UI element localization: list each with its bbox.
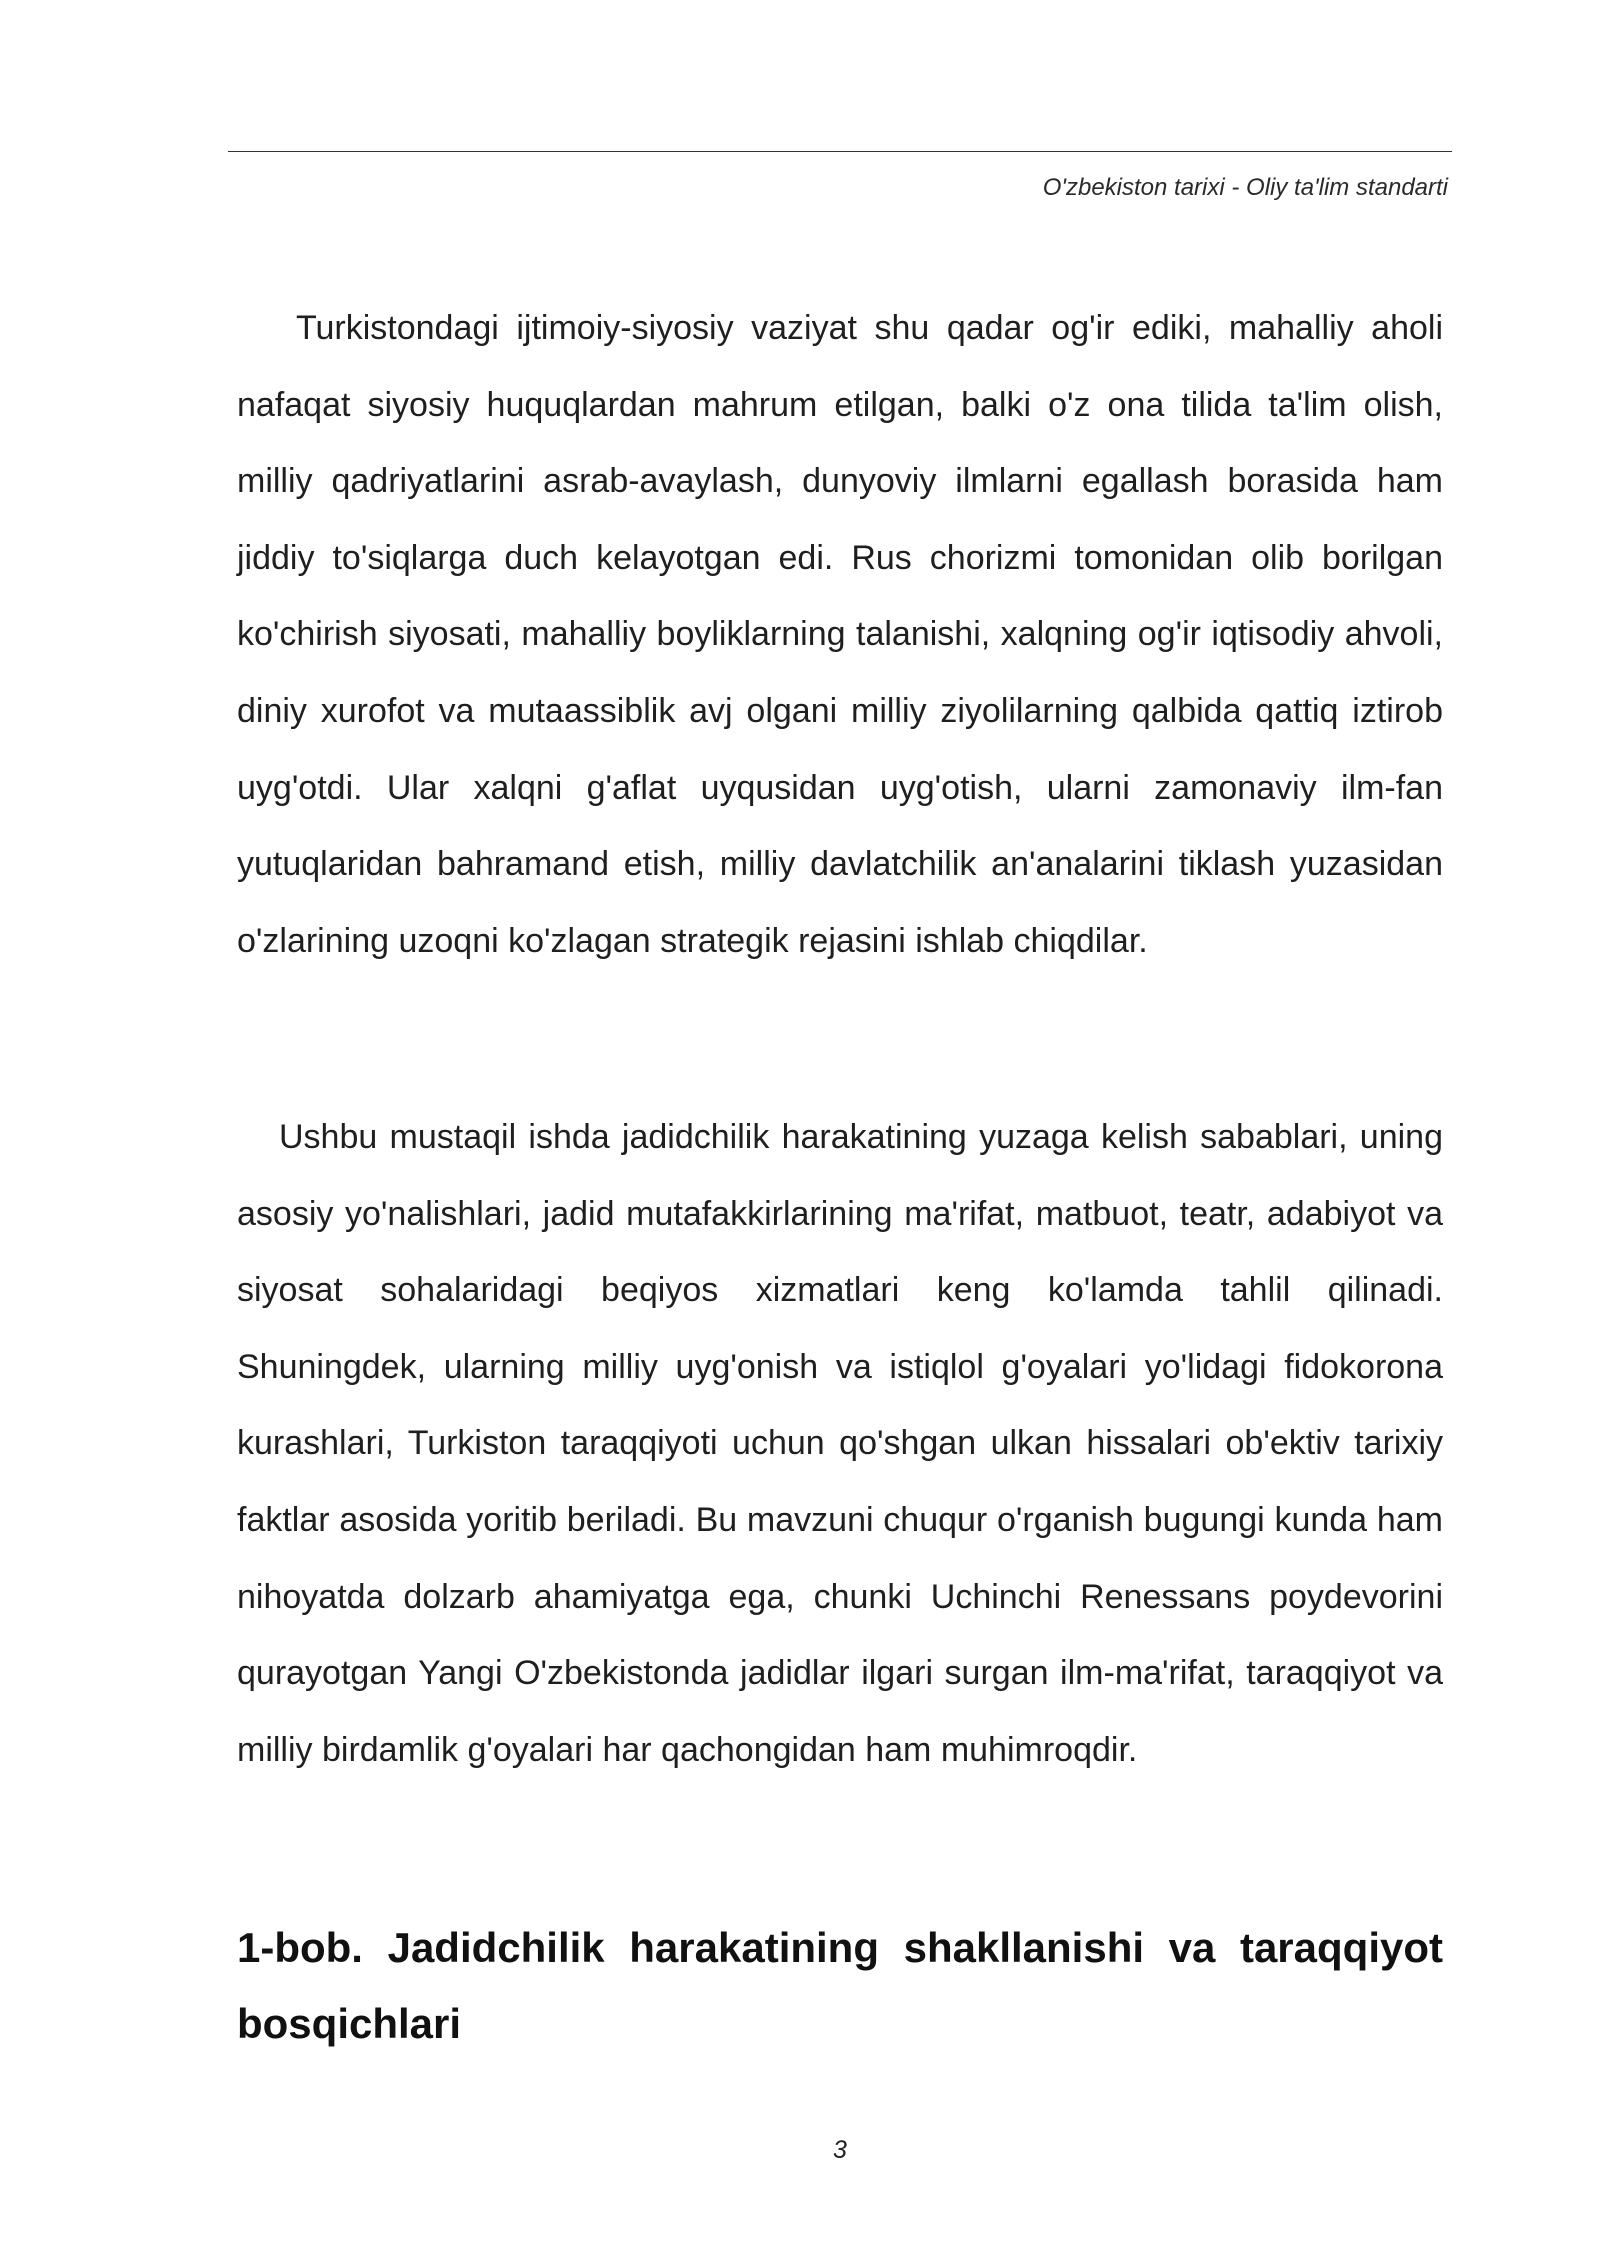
body-paragraph-2: Ushbu mustaqil ishda jadidchilik harakatining yuzaga kelish sabablari, uning asosiy yo'nalishlari, jadid mutafakkirlarining ma'rifat, matbuot, teatr, adabiyot va siyosat sohalaridagi beqiyos xizmatlari keng ko'lamda tahlil qilinadi. Shuningdek, ularning milliy uyg'onish va istiqlol g'oyalari yo'lidagi fidokorona kurashlari, Turkiston taraqqiyoti uchun qo'shgan ulkan hissalari ob'ektiv tarixiy faktlar asosida yoritib beriladi. Bu mavzuni chuqur o'rganish bugungi kunda ham nihoyatda dolzarb ahamiyatga ega, chunki Uchinchi Renessans poydevorini qurayotgan Yangi O'zbekistonda jadidlar ilgari surgan ilm-ma'rifat, taraqqiyot va milliy birdamlik g'oyalari har qachongidan ham muhimroqdir. (237, 1118, 1443, 1769)
header-rule (228, 151, 1452, 152)
chapter-heading: 1-bob. Jadidchilik harakatining shakllanishi va taraqqiyot bosqichlari (237, 1924, 1443, 2047)
running-header-title: O'zbekiston tarixi - Oliy ta'lim standarti (1042, 174, 1448, 201)
body-paragraph-1: Turkistondagi ijtimoiy-siyosiy vaziyat shu qadar og'ir ediki, mahalliy aholi nafaqat siyosiy huquqlardan mahrum etilgan, balki o'z ona tilida ta'lim olish, milliy qadriyatlarini asrab-avaylash, dunyoviy ilmlarni egallash borasida ham jiddiy to'siqlarga duch kelayotgan edi. Rus chorizmi tomonidan olib borilgan ko'chirish siyosati, mahalliy boyliklarning talanishi, xalqning og'ir iqtisodiy ahvoli, diniy xurofot va mutaassiblik avj olgani milliy ziyolilarning qalbida qattiq iztirob uyg'otdi. Ular xalqni g'aflat uyqusidan uyg'otish, ularni zamonaviy ilm-fan yutuqlaridan bahramand etish, milliy davlatchilik an'analarini tiklash yuzasidan o'zlarining uzoqni ko'zlagan strategik rejasini ishlab chiqdilar. (237, 309, 1443, 960)
page-number: 3 (833, 2136, 847, 2164)
